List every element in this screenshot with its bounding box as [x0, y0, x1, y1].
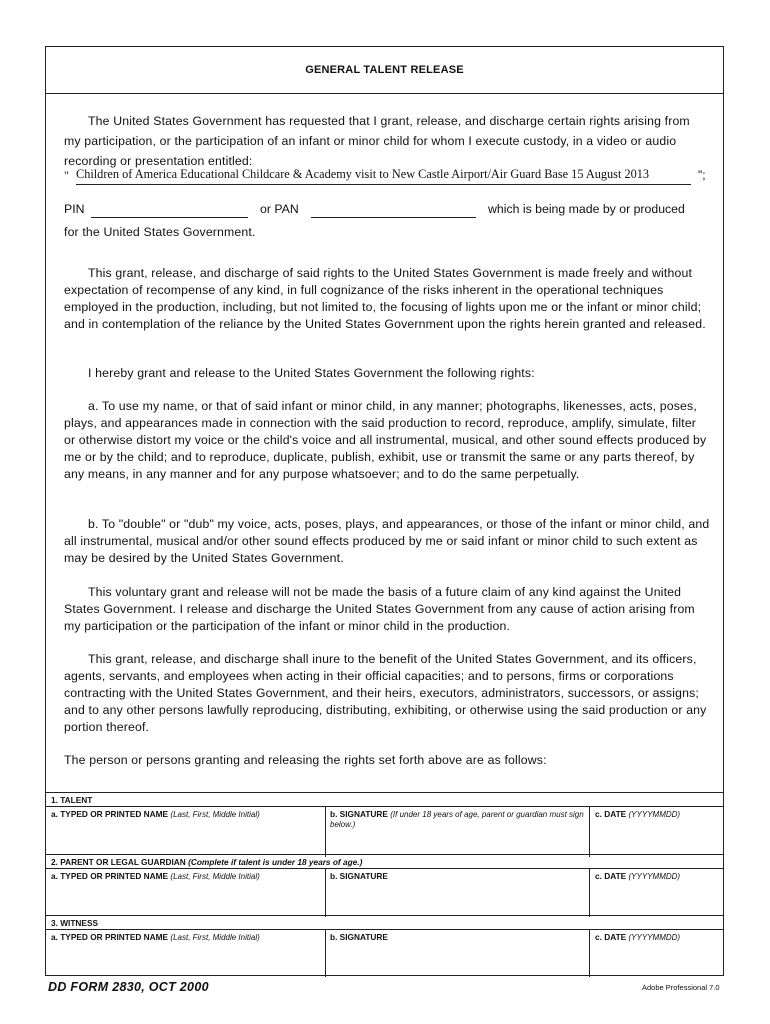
section-heading: 3. WITNESS: [51, 918, 99, 928]
pin-field[interactable]: [91, 202, 248, 218]
close-quote: ";: [698, 168, 706, 182]
witness-date-cell[interactable]: c. DATE (YYYYMMDD): [595, 932, 681, 942]
title-row: [46, 47, 723, 94]
software-label: Adobe Professional 7.0: [642, 983, 720, 992]
guardian-date-cell[interactable]: c. DATE (YYYYMMDD): [595, 871, 681, 881]
section-rule: [46, 868, 723, 869]
production-title-field[interactable]: Children of America Educational Childcare & Academy visit to New Castle Airport/Air Guard Base 15 August 2013: [76, 167, 691, 185]
for-government-text: for the United States Government.: [64, 225, 256, 239]
pin-label: PIN: [64, 202, 85, 216]
open-quote: ": [64, 168, 69, 182]
form-number: DD FORM 2830, OCT 2000: [48, 980, 209, 994]
section-rule: [46, 929, 723, 930]
column-divider: [325, 868, 326, 917]
guardian-name-cell[interactable]: a. TYPED OR PRINTED NAME (Last, First, Middle Initial): [51, 871, 260, 881]
column-divider: [589, 929, 590, 977]
intro-paragraph: The United States Government has requested that I grant, release, and discharge certain rights arising from my participation, or the participation of an infant or minor child for whom I execute custody, in a video or audio recording or presentation entitled:: [64, 114, 690, 168]
grant-rights-paragraph: I hereby grant and release to the United States Government the following rights:: [88, 366, 535, 380]
column-divider: [325, 929, 326, 977]
column-divider: [325, 806, 326, 857]
column-divider: [589, 868, 590, 917]
rights-item-a: a. To use my name, or that of said infant or minor child, in any manner; photographs, likenesses, acts, poses, plays, and appearances made in connection with the said production to record, reproduce, amplify, simulate, filter or otherwise distort my voice or the child's voice and all instrumental, musical, and other sound effects produced by me or by the child; and to reproduce, duplicate, publish, exhibit, use or transmit the same or any parts thereof, by any means, in any manner and for any purpose whatsoever; and to do the same perpetually.: [64, 399, 707, 481]
section-heading: 1. TALENT: [51, 795, 93, 805]
persons-granting-paragraph: The person or persons granting and releasing the rights set forth above are as follows:: [64, 753, 547, 767]
section-rule: [46, 806, 723, 807]
talent-date-cell[interactable]: c. DATE (YYYYMMDD): [595, 809, 681, 819]
section-heading: 2. PARENT OR LEGAL GUARDIAN (Complete if talent is under 18 years of age.): [51, 857, 363, 867]
witness-name-cell[interactable]: a. TYPED OR PRINTED NAME (Last, First, Middle Initial): [51, 932, 260, 942]
talent-signature-cell[interactable]: b. SIGNATURE (If under 18 years of age, parent or guardian must sign below.): [330, 809, 584, 829]
release-form: [45, 46, 724, 976]
produced-by-text: which is being made by or produced: [488, 202, 685, 216]
column-divider: [589, 806, 590, 857]
witness-section: [46, 915, 723, 977]
pan-label: or PAN: [260, 202, 299, 216]
pin-pan-row: [64, 202, 710, 222]
form-title: GENERAL TALENT RELEASE: [305, 64, 464, 76]
guardian-section: [46, 854, 723, 917]
rights-item-b: b. To "double" or "dub" my voice, acts, poses, plays, and appearances, or those of the infant or minor child, and all instrumental, musical and/or other sound effects produced by me or said infant or minor child to such extent as may be desired by the United States Government.: [64, 517, 710, 565]
talent-name-cell[interactable]: a. TYPED OR PRINTED NAME (Last, First, Middle Initial): [51, 809, 260, 819]
guardian-signature-cell[interactable]: b. SIGNATURE: [330, 871, 388, 881]
talent-section: [46, 792, 723, 857]
pan-field[interactable]: [311, 202, 476, 218]
witness-signature-cell[interactable]: b. SIGNATURE: [330, 932, 388, 942]
release-paragraph-1: This grant, release, and discharge of said rights to the United States Government is made freely and without expectation of recompense of any kind, in full cognizance of the risks inherent in the operational techniques employed in the production, including, but not limited to, the focusing of lights upon me or the infant or minor child; and in contemplation of the reliance by the United States Government upon the rights herein granted and released.: [64, 266, 706, 331]
voluntary-grant-paragraph: This voluntary grant and release will not be made the basis of a future claim of any kind against the United States Government. I release and discharge the United States Government from any cause of action arising from my participation or the participation of the infant or minor child in the production.: [64, 585, 695, 633]
production-title-line: [64, 167, 714, 187]
inure-benefit-paragraph: This grant, release, and discharge shall inure to the benefit of the United States Government, and its officers, agents, servants, and employees when acting in their official capacities; and to persons, firms or corporations contracting with the United States Government, and their heirs, executors, administrators, successors, or assigns; and to any other persons lawfully reproducing, distributing, exhibiting, or otherwise using the said production or any portion thereof.: [64, 652, 707, 734]
